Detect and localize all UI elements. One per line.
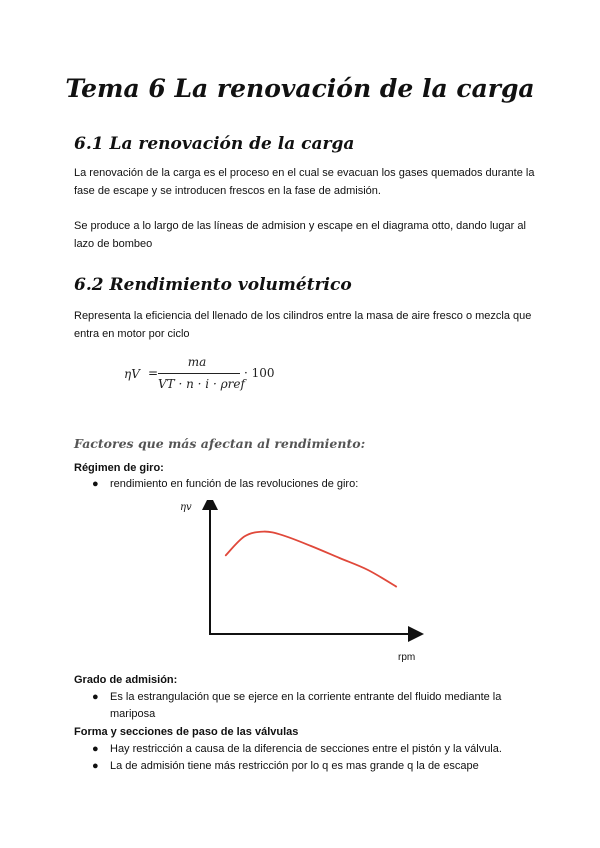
data-point-0 <box>225 555 226 556</box>
list-item-text: rendimiento en función de las revoluciones de giro: <box>110 478 359 490</box>
formula-multiplier: · 100 <box>244 366 275 380</box>
text-line: Representa la eficiencia del llenado de los cilindros entre la masa de aire fresco o mezcla que <box>74 310 532 322</box>
text-line: entra en motor por ciclo <box>74 328 190 340</box>
regimen-label: Régimen de giro: <box>74 462 164 474</box>
formula-numerator: ma <box>187 355 207 369</box>
formula-denominator: VT · n · i · ρref <box>158 377 245 391</box>
paragraph-renovacion <box>74 164 536 200</box>
efficiency-vs-rpm-chart <box>176 500 426 670</box>
data-point-6 <box>367 569 368 570</box>
section-heading-6-2: 6.2 Rendimiento volumétrico <box>74 275 352 295</box>
formula-equals: = <box>148 366 159 380</box>
text-line: La renovación de la carga es el proceso en el cual se evacuan los gases quemados durante la <box>74 167 535 179</box>
data-point-5 <box>339 557 340 558</box>
forma-label: Forma y secciones de paso de las válvulas <box>74 726 299 738</box>
data-point-1 <box>244 536 245 537</box>
bullet-icon: ● <box>92 691 99 703</box>
data-point-4 <box>310 545 311 546</box>
y-axis-label: ηv <box>180 502 192 513</box>
factors-heading: Factores que más afectan al rendimiento: <box>74 436 366 451</box>
paragraph-rendimiento <box>74 307 536 343</box>
series-line-efficiency <box>226 532 397 587</box>
list-item <box>92 758 550 775</box>
data-point-3 <box>282 535 283 536</box>
data-point-2 <box>263 531 264 532</box>
series-group <box>225 531 397 587</box>
list-item-text: mariposa <box>110 708 156 720</box>
formula-fraction-bar <box>158 373 240 374</box>
list-item <box>92 476 550 493</box>
volumetric-efficiency-formula <box>124 353 275 397</box>
list-item <box>92 741 550 758</box>
bullet-icon: ● <box>92 743 99 755</box>
text-line: fase de escape y se introducen frescos en la fase de admisión. <box>74 185 381 197</box>
page-title: Tema 6 La renovación de la carga <box>65 74 535 103</box>
text-line: lazo de bombeo <box>74 238 153 250</box>
section-heading-6-1: 6.1 La renovación de la carga <box>74 134 355 154</box>
list-item-text: La de admisión tiene más restricción por lo q es mas grande q la de escape <box>110 760 479 772</box>
list-item-text: Hay restricción a causa de la diferencia de secciones entre el pistón y la válvula. <box>110 743 502 755</box>
bullet-icon: ● <box>92 478 99 490</box>
bullet-icon: ● <box>92 760 99 772</box>
list-item <box>92 689 550 723</box>
data-point-7 <box>396 586 397 587</box>
x-axis-label: rpm <box>398 652 416 663</box>
text-line: Se produce a lo largo de las líneas de admision y escape en el diagrama otto, dando lugar al <box>74 220 526 232</box>
list-item-text: Es la estrangulación que se ejerce en la corriente entrante del fluido mediante la <box>110 691 502 703</box>
paragraph-lineas <box>74 217 536 253</box>
formula-lhs: ηV <box>124 367 140 381</box>
grado-label: Grado de admisión: <box>74 674 178 686</box>
